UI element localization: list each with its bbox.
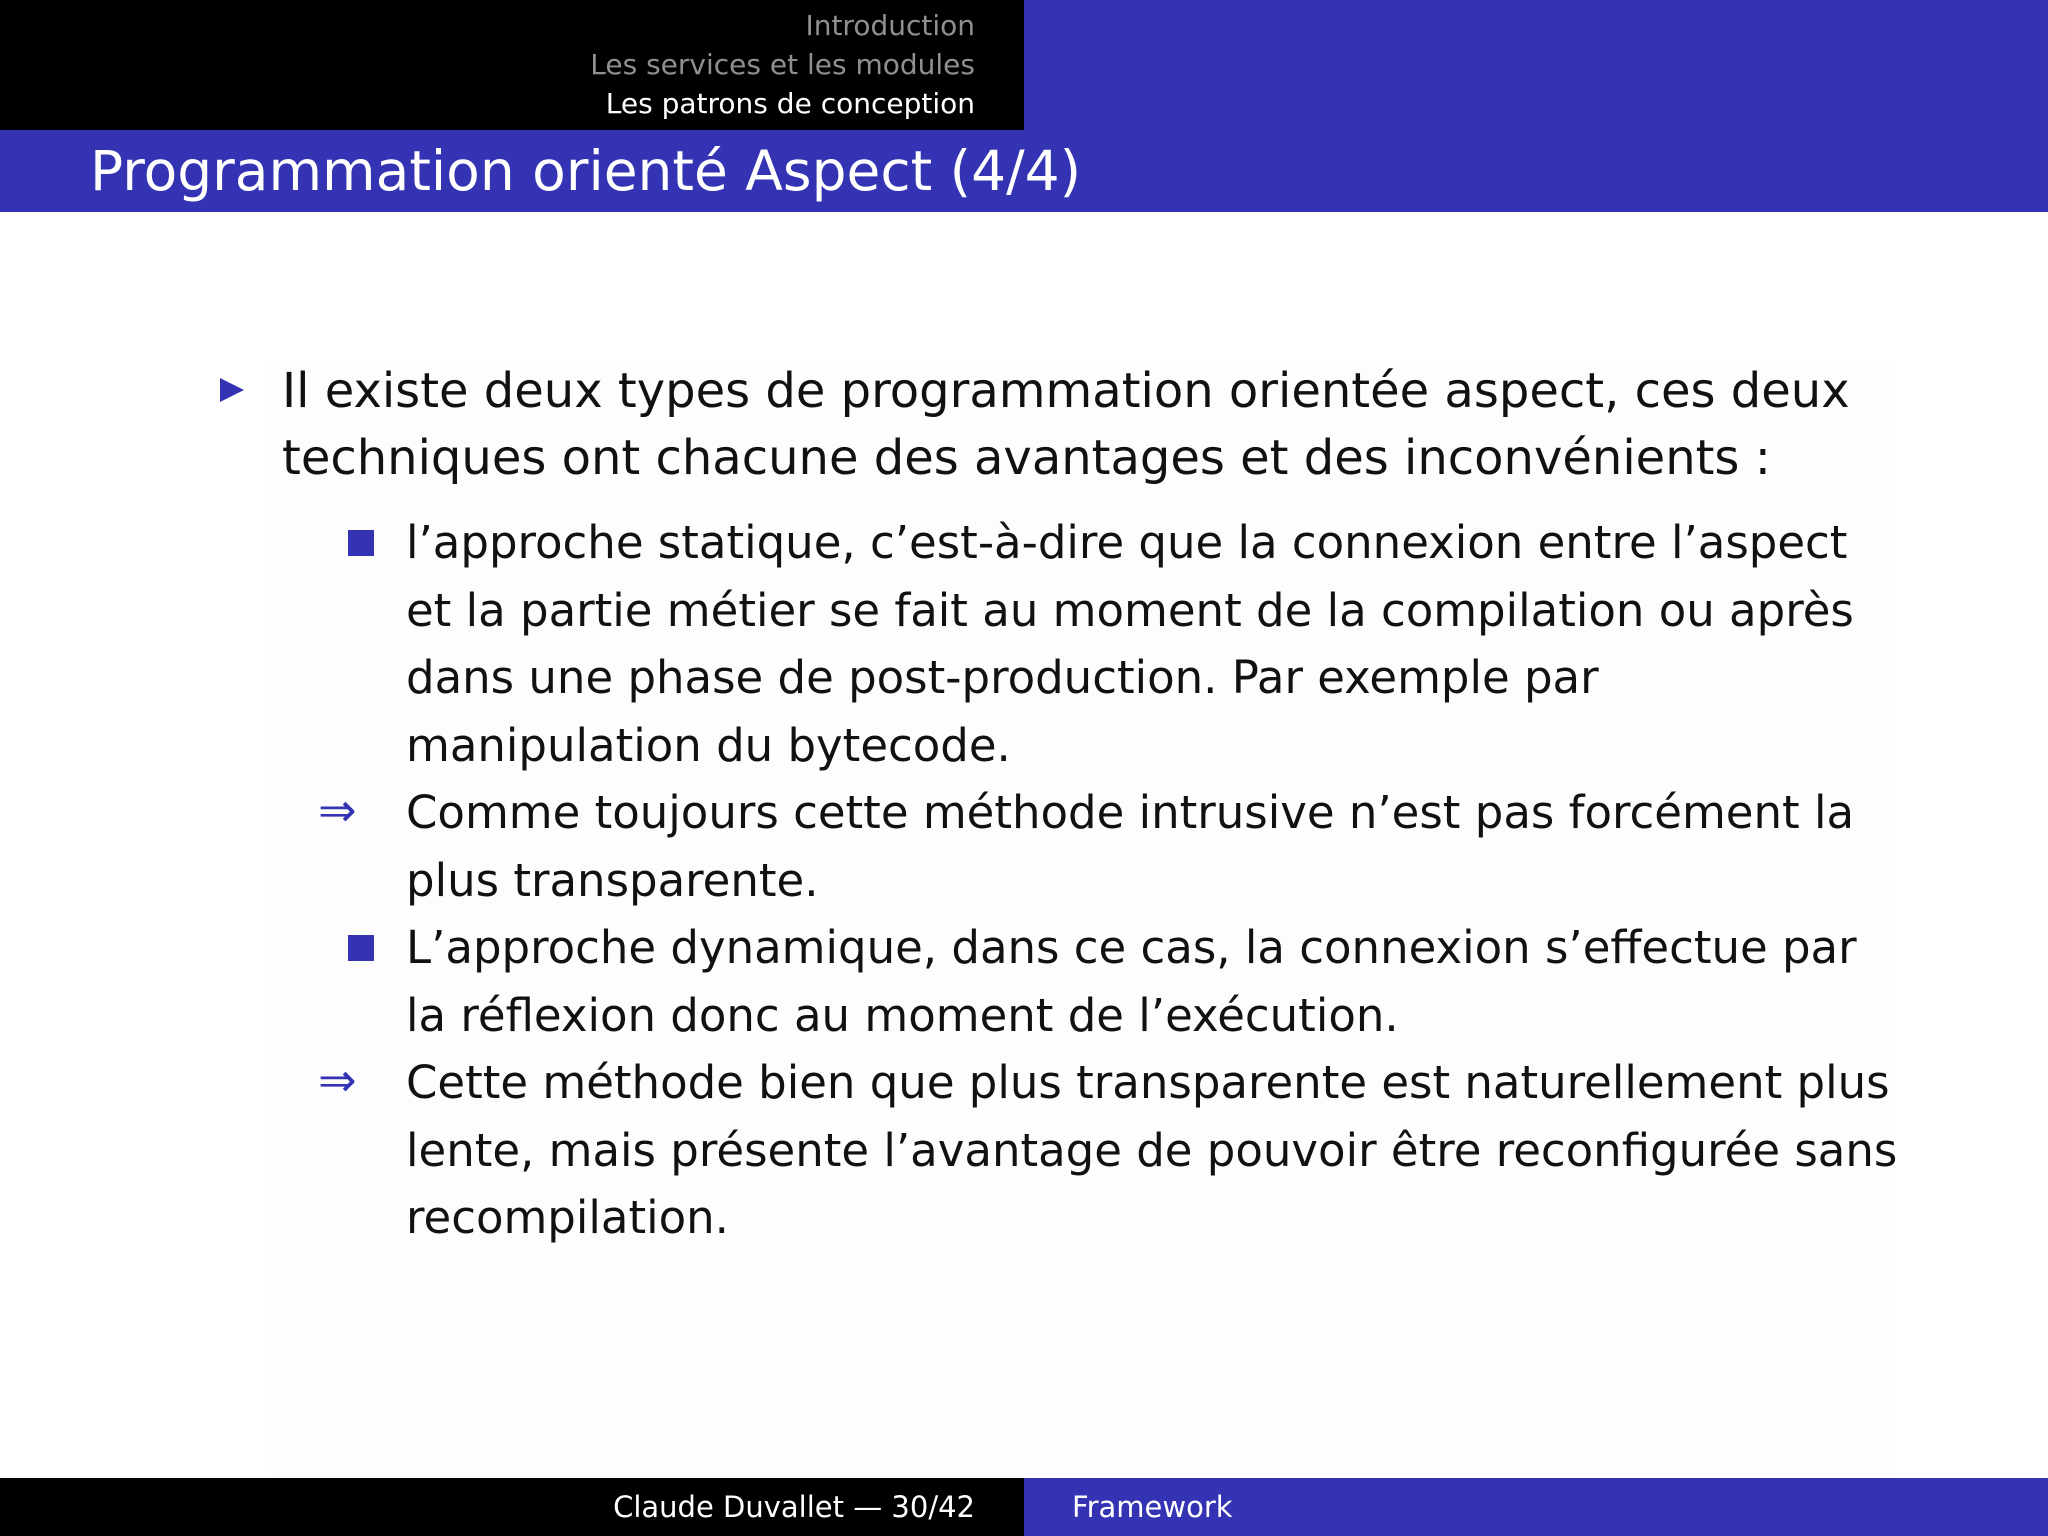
triangle-bullet-icon	[220, 378, 244, 402]
slide-content	[0, 212, 2048, 1478]
square-bullet-icon	[348, 935, 374, 961]
section-nav-panel	[0, 0, 1024, 130]
header-accent-panel	[1024, 0, 2048, 130]
section-nav-list	[590, 6, 975, 123]
main-item-text: Il existe deux types de programmation orientée aspect, ces deux techniques ont chacune des avantages et des inconvénients :	[282, 363, 1850, 486]
nav-item-services-modules[interactable]: Les services et les modules	[590, 48, 975, 81]
frame-title-bar	[0, 130, 2048, 212]
footer-short-title: Framework	[1072, 1490, 1233, 1524]
square-bullet-icon	[348, 530, 374, 556]
footer-author-panel	[0, 1478, 1024, 1536]
sub-item-static-consequence: Comme toujours cette méthode intrusive n’est pas forcément la plus transparente.	[406, 786, 1855, 907]
footer-title-panel	[1024, 1478, 2048, 1536]
footer-bar	[0, 1478, 2048, 1536]
nav-item-introduction[interactable]: Introduction	[805, 9, 975, 42]
implies-arrow-icon: ⇒	[318, 1053, 357, 1107]
sub-item-dynamic-approach: L’approche dynamique, dans ce cas, la connexion s’effectue par la réflexion donc au moment de l’exécution.	[406, 921, 1857, 1042]
nav-item-patrons-conception[interactable]: Les patrons de conception	[605, 87, 975, 120]
sub-item-static-approach: l’approche statique, c’est-à-dire que la connexion entre l’aspect et la partie métier se fait au moment de la compilation ou après dans une phase de post-production. Par exemple par manipulation du bytecode.	[406, 516, 1854, 772]
slide-title: Programmation orienté Aspect (4/4)	[90, 139, 1082, 203]
sub-item-dynamic-consequence: Cette méthode bien que plus transparente est naturellement plus lente, mais présente l’avantage de pouvoir être reconfigurée sans recompilation.	[406, 1056, 1898, 1244]
footer-author-page: Claude Duvallet — 30/42	[613, 1490, 975, 1524]
header-navigation	[0, 0, 2048, 130]
implies-arrow-icon: ⇒	[318, 783, 357, 837]
